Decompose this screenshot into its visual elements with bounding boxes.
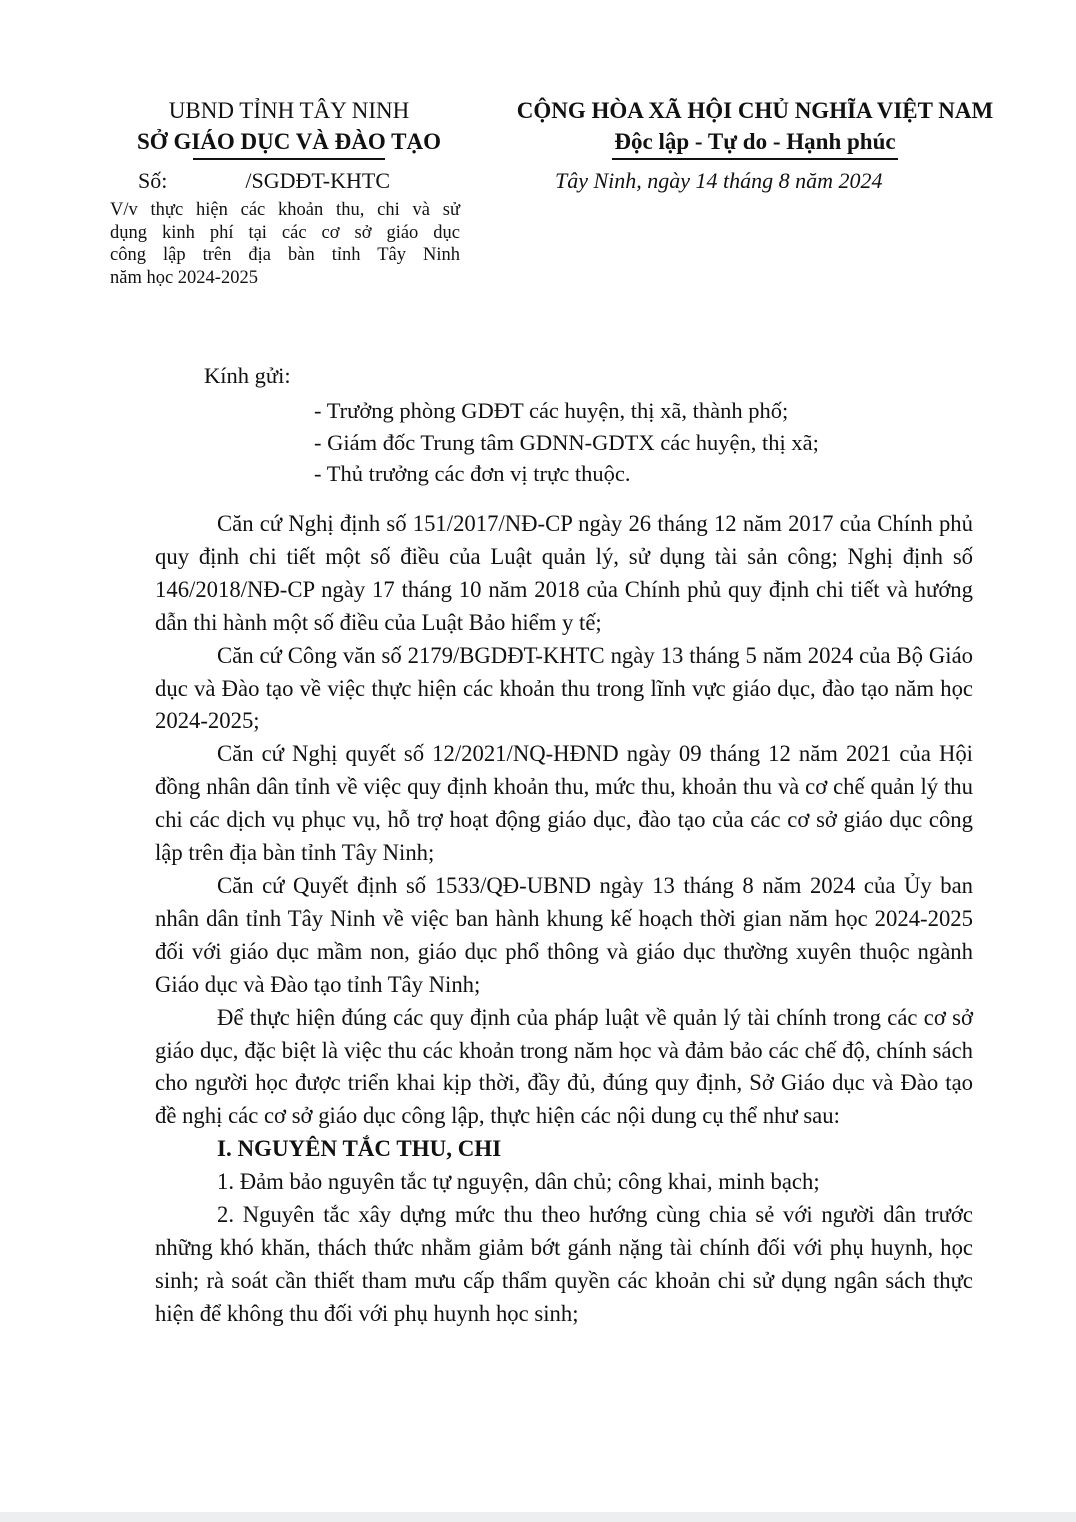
document-body <box>155 508 973 1331</box>
body-paragraph: Căn cứ Quyết định số 1533/QĐ-UBND ngày 13 tháng 8 năm 2024 của Ủy ban nhân dân tỉnh Tây Ninh về việc ban hành khung kế hoạch thời gian năm học 2024-2025 đối với giáo dục mầm non, giáo dục phổ thông và giáo dục thường xuyên thuộc ngành Giáo dục và Đào tạo tỉnh Tây Ninh; <box>155 872 973 997</box>
subject-line: năm học 2024-2025 <box>110 267 258 288</box>
subject-line: V/v thực hiện các khoản thu, chi và sử <box>110 200 460 220</box>
document-subject <box>110 199 460 289</box>
motto-underline <box>612 158 898 160</box>
body-paragraph: Căn cứ Nghị quyết số 12/2021/NQ-HĐND ngày 09 tháng 12 năm 2021 của Hội đồng nhân dân tỉnh về việc quy định khoản thu, mức thu, khoản thu và cơ chế quản lý thu chi các dịch vụ phục vụ, hỗ trợ hoạt động giáo dục, đào tạo của các cơ sở giáo dục công lập trên địa bàn tỉnh Tây Ninh; <box>155 741 973 866</box>
document-date: Tây Ninh, ngày 14 tháng 8 năm 2024 <box>555 168 883 193</box>
document-number-label: Số: <box>138 168 168 193</box>
section-heading: I. NGUYÊN TẮC THU, CHI <box>217 1136 502 1162</box>
issuer-underline <box>193 158 385 160</box>
document-number <box>138 168 390 194</box>
body-paragraph: Căn cứ Công văn số 2179/BGDĐT-KHTC ngày 13 tháng 5 năm 2024 của Bộ Giáo dục và Đào tạo về việc thực hiện các khoản thu trong lĩnh vực giáo dục, đào tạo năm học 2024-2025; <box>155 642 973 734</box>
recipient-item: - Trưởng phòng GDĐT các huyện, thị xã, thành phố; <box>314 398 789 423</box>
recipient-item: - Thủ trưởng các đơn vị trực thuộc. <box>314 461 631 486</box>
section-item: 2. Nguyên tắc xây dựng mức thu theo hướng cùng chia sẻ với người dân trước những khó khăn, thách thức nhằm giảm bớt gánh nặng tài chính đối với phụ huynh, học sinh; rà soát cần thiết tham mưu cấp thẩm quyền các khoản chi sử dụng ngân sách thực hiện để không thu đối với phụ huynh học sinh; <box>155 1202 973 1326</box>
issuer-block <box>108 95 470 160</box>
greeting: Kính gửi: <box>204 363 291 388</box>
document-number-code: /SGDĐT-KHTC <box>245 168 391 193</box>
national-motto: Độc lập - Tự do - Hạnh phúc <box>614 129 896 154</box>
recipient-list <box>314 395 819 490</box>
issuer-department: SỞ GIÁO DỤC VÀ ĐÀO TẠO <box>137 129 441 154</box>
subject-line: công lập trên địa bàn tỉnh Tây Ninh <box>110 245 460 265</box>
national-title: CỘNG HÒA XÃ HỘI CHỦ NGHĨA VIỆT NAM <box>516 98 994 123</box>
recipient-item: - Giám đốc Trung tâm GDNN-GDTX các huyện, thị xã; <box>314 429 819 455</box>
body-paragraph: Để thực hiện đúng các quy định của pháp luật về quản lý tài chính trong các cơ sở giáo dục, đặc biệt là việc thu các khoản trong năm học và đảm bảo các chế độ, chính sách cho người học được triển khai kịp thời, đầy đủ, đúng quy định, Sở Giáo dục và Đào tạo đề nghị các cơ sở giáo dục công lập, thực hiện các nội dung cụ thể như sau: <box>155 1004 973 1129</box>
section-item: 1. Đảm bảo nguyên tắc tự nguyện, dân chủ; công khai, minh bạch; <box>217 1169 820 1195</box>
body-paragraph: Căn cứ Nghị định số 151/2017/NĐ-CP ngày 26 tháng 12 năm 2017 của Chính phủ quy định chi tiết một số điều của Luật quản lý, sử dụng tài sản công; Nghị định số 146/2018/NĐ-CP ngày 17 tháng 10 năm 2018 của Chính phủ quy định chi tiết và hướng dẫn thi hành một số điều của Luật Bảo hiểm y tế; <box>155 511 973 635</box>
page-bottom-edge <box>0 1512 1076 1522</box>
issuer-authority: UBND TỈNH TÂY NINH <box>168 98 410 123</box>
subject-line: dụng kinh phí tại các cơ sở giáo dục <box>110 222 460 243</box>
national-motto-block <box>475 95 1035 160</box>
